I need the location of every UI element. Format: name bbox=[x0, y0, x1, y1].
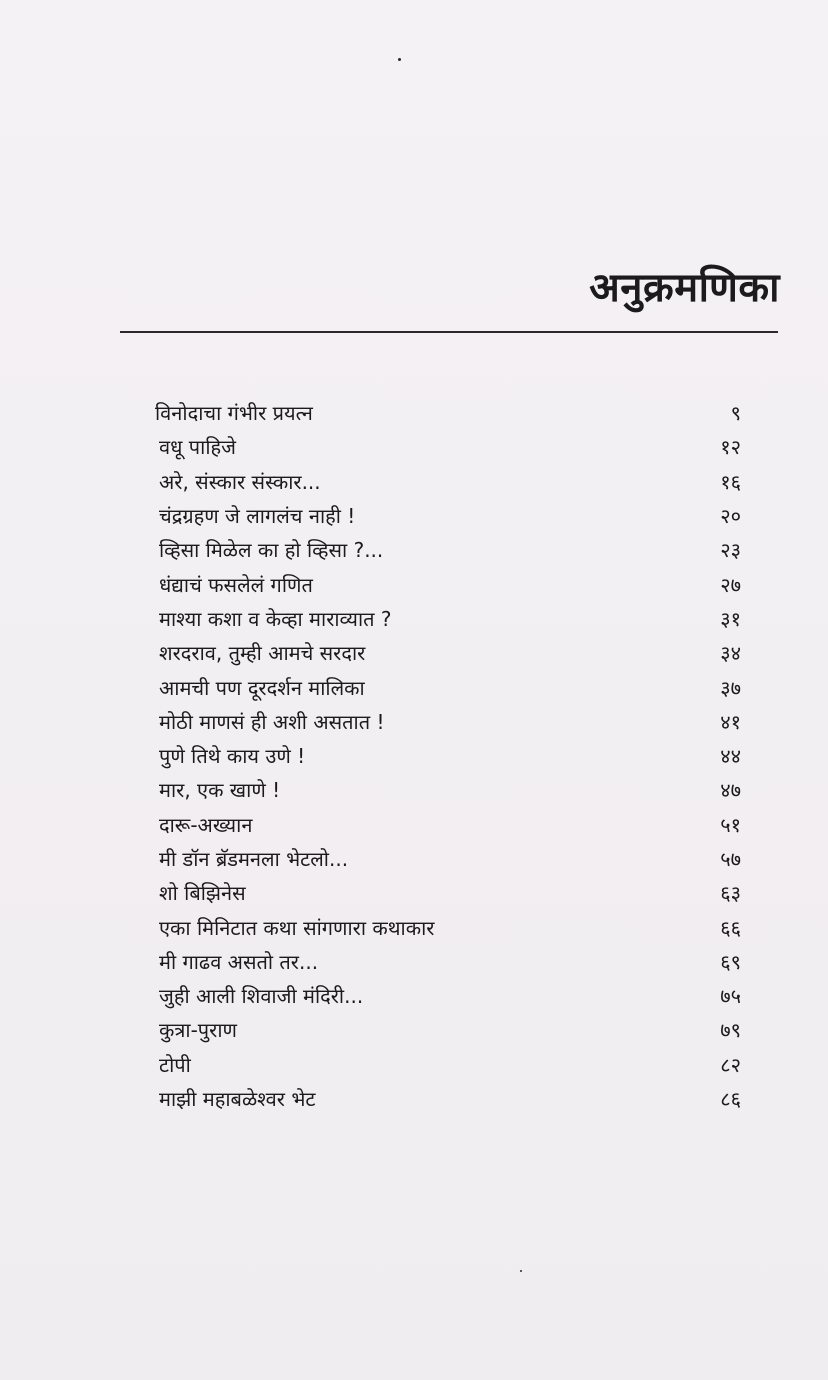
chapter-title: अरे, संस्कार संस्कार... bbox=[159, 469, 321, 494]
chapter-title: पुणे तिथे काय उणे ! bbox=[159, 744, 306, 769]
chapter-title: विनोदाचा गंभीर प्रयत्न bbox=[155, 401, 313, 426]
toc-entry bbox=[155, 1013, 745, 1047]
toc-entry bbox=[155, 1082, 745, 1116]
toc-entry bbox=[155, 705, 745, 739]
chapter-title: माश्या कशा व केव्हा माराव्यात ? bbox=[159, 606, 392, 631]
page-number: ४७ bbox=[720, 778, 741, 803]
toc-entry bbox=[155, 567, 745, 601]
chapter-title: दारू-अख्यान bbox=[159, 812, 253, 837]
chapter-title: शरदराव, तुम्ही आमचे सरदार bbox=[159, 641, 366, 666]
page-number: ७५ bbox=[720, 984, 741, 1009]
chapter-title: माझी महाबळेश्वर भेट bbox=[159, 1087, 316, 1112]
toc-entry bbox=[155, 842, 745, 876]
page-number: ३४ bbox=[720, 641, 741, 666]
page-number: २० bbox=[720, 504, 741, 529]
chapter-title: मी डॉन ब्रॅडमनला भेटलो... bbox=[159, 847, 349, 871]
toc-entry bbox=[155, 876, 745, 910]
toc-entry bbox=[155, 602, 745, 636]
toc-entry bbox=[155, 979, 745, 1013]
chapter-title: चंद्रग्रहण जे लागलंच नाही ! bbox=[159, 504, 356, 529]
toc-entry bbox=[155, 739, 745, 773]
page-number: ४१ bbox=[720, 709, 741, 734]
page-number: ३१ bbox=[720, 606, 741, 631]
toc-entry bbox=[155, 465, 745, 499]
toc-entry bbox=[155, 533, 745, 567]
toc-entry bbox=[155, 499, 745, 533]
chapter-title: मार, एक खाणे ! bbox=[159, 778, 281, 803]
chapter-title: टोपी bbox=[159, 1052, 191, 1077]
page-number: १२ bbox=[720, 435, 741, 460]
chapter-title: एका मिनिटात कथा सांगणारा कथाकार bbox=[159, 915, 435, 940]
page-number: २७ bbox=[720, 572, 741, 597]
toc-entry bbox=[155, 670, 745, 704]
toc-entry bbox=[155, 636, 745, 670]
toc-entry bbox=[155, 945, 745, 979]
table-of-contents bbox=[155, 396, 745, 1116]
toc-entry bbox=[155, 910, 745, 944]
page-number: ३७ bbox=[720, 675, 741, 700]
page-number: २३ bbox=[720, 538, 741, 563]
page-number: ८६ bbox=[720, 1087, 741, 1112]
chapter-title: मी गाढव असतो तर... bbox=[159, 949, 319, 974]
toc-entry bbox=[155, 808, 745, 842]
toc-entry bbox=[155, 773, 745, 807]
chapter-title: कुत्रा-पुराण bbox=[159, 1018, 237, 1043]
paper-speck bbox=[398, 58, 401, 61]
title-divider bbox=[120, 331, 778, 333]
page-number: ७९ bbox=[720, 1018, 741, 1043]
chapter-title: व्हिसा मिळेल का हो व्हिसा ?... bbox=[159, 538, 384, 563]
page-number: ५७ bbox=[720, 847, 741, 871]
chapter-title: आमची पण दूरदर्शन मालिका bbox=[159, 675, 365, 700]
page-number: ६६ bbox=[720, 915, 741, 940]
toc-entry bbox=[155, 1048, 745, 1082]
chapter-title: जुही आली शिवाजी मंदिरी... bbox=[159, 984, 364, 1009]
chapter-title: वधू पाहिजे bbox=[159, 435, 236, 460]
chapter-title: धंद्याचं फसलेलं गणित bbox=[159, 572, 313, 597]
chapter-title: मोठी माणसं ही अशी असतात ! bbox=[159, 709, 385, 734]
page-number: ६३ bbox=[720, 881, 741, 906]
page-number: ८२ bbox=[720, 1052, 741, 1077]
page-number: ४४ bbox=[720, 744, 741, 769]
page-title: अनुक्रमणिका bbox=[589, 264, 780, 311]
page-number: १६ bbox=[720, 469, 741, 494]
paper-speck bbox=[520, 1270, 522, 1272]
page-number: ९ bbox=[730, 401, 741, 426]
chapter-title: शो बिझिनेस bbox=[159, 881, 246, 906]
page-number: ६९ bbox=[720, 949, 741, 974]
toc-entry bbox=[155, 396, 745, 430]
page-number: ५१ bbox=[720, 812, 741, 837]
toc-entry bbox=[155, 430, 745, 464]
